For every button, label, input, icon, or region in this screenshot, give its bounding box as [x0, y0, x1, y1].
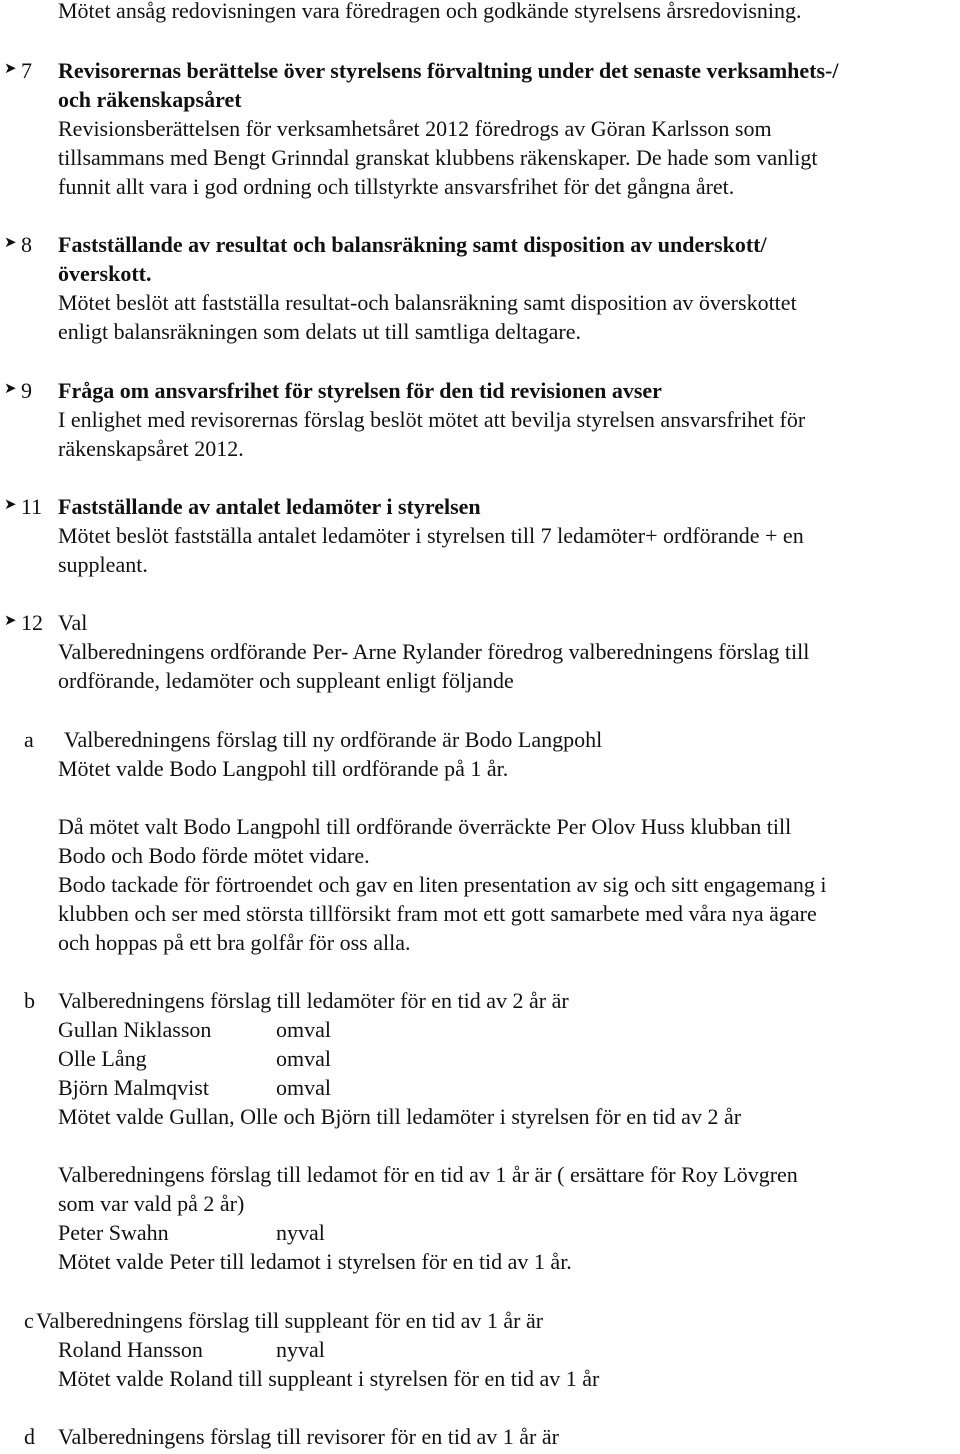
section-marker-icon: ➤: [4, 497, 17, 513]
item-text: Valberedningens förslag till ledamot för en tid av 1 år är ( ersättare för Roy Lövgren: [58, 1162, 798, 1187]
item-text: Valberedningens förslag till ledamöter för en tid av 2 år är: [58, 988, 569, 1013]
item-text: Bodo tackade för förtroendet och gav en liten presentation av sig och sitt engagemang i: [58, 872, 827, 897]
section-body: funnit allt vara i god ordning och tillstyrkte ansvarsfrihet för det gångna året.: [58, 174, 735, 199]
section-body: ordförande, ledamöter och suppleant enligt följande: [58, 668, 514, 693]
item-text: Mötet valde Bodo Langpohl till ordförande på 1 år.: [58, 756, 509, 781]
item-text: Valberedningens förslag till revisorer för en tid av 1 år är: [58, 1424, 559, 1449]
section-marker-icon: ➤: [4, 381, 17, 397]
item-letter: d: [24, 1424, 35, 1449]
item-letter: b: [24, 988, 35, 1013]
section-number: 11: [21, 494, 43, 519]
section-body: räkenskapsåret 2012.: [58, 436, 244, 461]
intro-text: Mötet ansåg redovisningen vara föredragen och godkände styrelsens årsredovisning.: [58, 0, 802, 23]
candidate-name: Gullan Niklasson: [58, 1017, 212, 1042]
section-marker-icon: ➤: [4, 613, 17, 629]
section-body: Mötet beslöt att fastställa resultat-och balansräkning samt disposition av överskottet: [58, 290, 797, 315]
section-body: Valberedningens ordförande Per- Arne Rylander föredrog valberedningens förslag till: [58, 639, 810, 664]
item-text: klubben och ser med största tillförsikt fram mot ett gott samarbete med våra nya ägare: [58, 901, 817, 926]
section-title: Fastställande av resultat och balansräkning samt disposition av underskott/: [58, 232, 767, 257]
section-title: Fråga om ansvarsfrihet för styrelsen för den tid revisionen avser: [58, 378, 662, 403]
section-title: överskott.: [58, 261, 152, 286]
section-body: tillsammans med Bengt Grinndal granskat klubbens räkenskaper. De hade som vanligt: [58, 145, 818, 170]
item-text: Mötet valde Gullan, Olle och Björn till ledamöter i styrelsen för en tid av 2 år: [58, 1104, 742, 1129]
section-body: I enlighet med revisorernas förslag beslöt mötet att bevilja styrelsen ansvarsfrihet för: [58, 407, 806, 432]
section-body: Revisionsberättelsen för verksamhetsåret 2012 föredrogs av Göran Karlsson som: [58, 116, 772, 141]
item-text: Bodo och Bodo förde mötet vidare.: [58, 843, 370, 868]
candidate-status: nyval: [276, 1337, 325, 1362]
section-number: 7: [21, 58, 32, 83]
item-text: som var vald på 2 år): [58, 1191, 245, 1216]
section-body: enligt balansräkningen som delats ut till samtliga deltagare.: [58, 319, 581, 344]
section-number: 9: [21, 378, 32, 403]
section-number: 8: [21, 232, 32, 257]
candidate-name: Peter Swahn: [58, 1220, 169, 1245]
section-marker-icon: ➤: [4, 235, 17, 251]
section-title: Revisorernas berättelse över styrelsens förvaltning under det senaste verksamhets-/: [58, 58, 839, 83]
item-text: Då mötet valt Bodo Langpohl till ordförande överräckte Per Olov Huss klubban till: [58, 814, 792, 839]
item-text: Mötet valde Peter till ledamot i styrelsen för en tid av 1 år.: [58, 1249, 572, 1274]
section-title: Val: [58, 610, 88, 635]
section-number: 12: [21, 610, 43, 635]
candidate-name: Roland Hansson: [58, 1337, 203, 1362]
section-body: Mötet beslöt fastställa antalet ledamöter i styrelsen till 7 ledamöter+ ordförande + en: [58, 523, 804, 548]
item-text: Mötet valde Roland till suppleant i styrelsen för en tid av 1 år: [58, 1366, 600, 1391]
item-letter: c: [24, 1308, 34, 1333]
candidate-status: nyval: [276, 1220, 325, 1245]
item-text: och hoppas på ett bra golfår för oss alla.: [58, 930, 411, 955]
candidate-name: Olle Lång: [58, 1046, 147, 1071]
candidate-status: omval: [276, 1046, 331, 1071]
section-title: och räkenskapsåret: [58, 87, 242, 112]
item-letter: a: [24, 727, 34, 752]
candidate-status: omval: [276, 1075, 331, 1100]
section-marker-icon: ➤: [4, 61, 17, 77]
item-text: Valberedningens förslag till suppleant för en tid av 1 år är: [36, 1308, 544, 1333]
candidate-status: omval: [276, 1017, 331, 1042]
section-title: Fastställande av antalet ledamöter i styrelsen: [58, 494, 481, 519]
item-text: Valberedningens förslag till ny ordförande är Bodo Langpohl: [64, 727, 603, 752]
candidate-name: Björn Malmqvist: [58, 1075, 209, 1100]
section-body: suppleant.: [58, 552, 148, 577]
